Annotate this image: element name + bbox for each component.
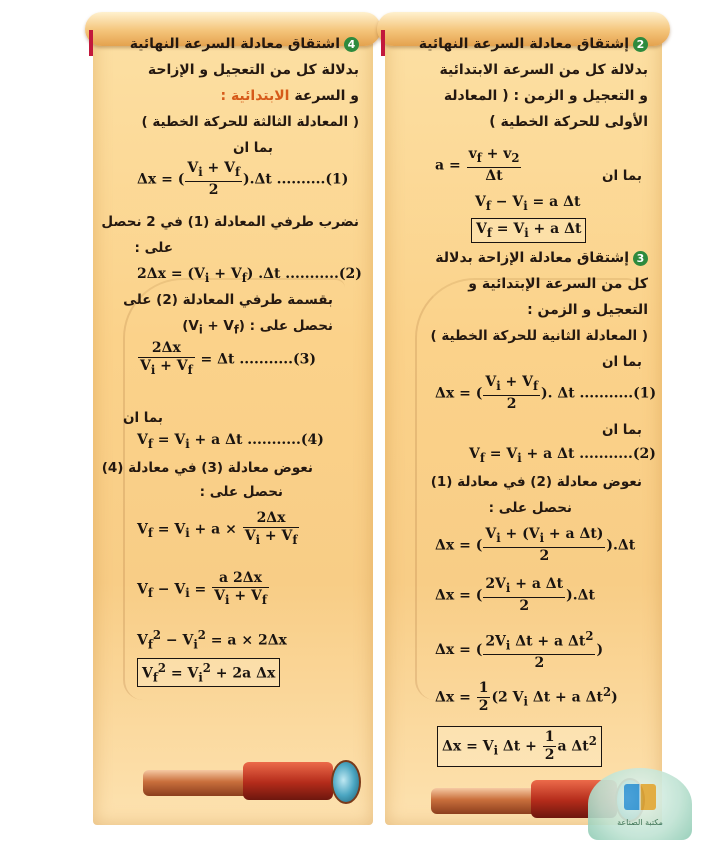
left-subtitle: ( المعادلة الثالثة للحركة الخطية ) — [141, 114, 359, 130]
left-divide-text: بقسمة طرفي المعادلة (2) على — [123, 292, 333, 308]
right-title-line-4: الأولى للحركة الخطية ) — [489, 114, 648, 130]
equation-1: Δx = ( $\frac{V_i + V_f}{2}$ ).Δt ..........(1) — [137, 160, 349, 198]
result-equation-first: $V_f = V_i + a$ Δt — [471, 218, 586, 243]
right-section3-line-1: 3إشتقاق معادلة الإزاحة بدلالة — [435, 250, 648, 267]
left-substitute-text: نعوض معادلة (3) في معادلة (4) — [101, 460, 313, 476]
equation-substituted-1: Δx = ( $\frac{V_i + (V_i + a \Delta t)}{2}$ ).Δt — [435, 526, 636, 564]
telescope-lens — [331, 760, 361, 804]
equation-velocity-diff: $V_f - V_i = a$ Δt — [475, 194, 581, 213]
section-number-badge: 4 — [344, 37, 359, 52]
equation-velocity-2: $V_f = V_i + a$ Δt ...........(2) — [469, 446, 656, 465]
left-title-line-2: بدلالة كل من التعجيل و الإزاحة — [147, 62, 359, 78]
left-since-1: بما ان — [232, 140, 273, 156]
left-divide-text-2: نحصل على : $(V_i + V_f)$ — [182, 318, 333, 337]
library-logo — [588, 768, 692, 840]
equation-7: $V_f^2 - V_i^2 = a \times 2\Delta x$ — [137, 628, 287, 652]
equation-substituted-2: Δx = ( $\frac{2V_i + a \Delta t}{2}$ ).Δt — [435, 576, 595, 614]
accent-word: الابتدائية : — [220, 88, 290, 104]
left-obtain-text: نحصل على : — [199, 484, 283, 500]
right-since-3: بما ان — [601, 422, 642, 438]
equation-5: $V_f = V_i + a$ × $\frac{2\Delta x}{V_i + V_f}$ — [137, 510, 298, 547]
left-scroll-panel — [93, 18, 373, 825]
right-section3-line-3: التعجيل و الزمن : — [527, 302, 648, 318]
telescope-tube — [243, 762, 333, 800]
left-since-2: بما ان — [122, 410, 163, 426]
equation-displacement-1: Δx = ( $\frac{V_i + V_f}{2}$ ). Δt ...........(1) — [435, 374, 657, 412]
result-equation-second: $\Delta x = V_i$ Δt + $\frac{1}{2}$ a $\Delta t^2$ — [437, 726, 602, 767]
equation-2: $2\Delta x = (V_i + V_f)$ .Δt ...........(2) — [137, 266, 362, 285]
left-title-line-3: و السرعة الابتدائية : — [220, 88, 359, 104]
equation-6: $V_f - V_i$ = $\frac{a 2\Delta x}{V_i + V_f}$ — [137, 570, 267, 607]
right-since-1: بما ان — [601, 168, 642, 184]
book-icon — [624, 784, 656, 810]
section-number-badge: 3 — [633, 251, 648, 266]
right-since-2: بما ان — [601, 354, 642, 370]
left-title-line-1: 4اشتقاق معادلة السرعة النهائية — [130, 36, 359, 53]
right-section3-line-4: ( المعادلة الثانية للحركة الخطية ) — [430, 328, 648, 344]
equation-acceleration: a = $\frac{v_f + v_2}{\Delta t}$ — [435, 146, 520, 184]
equation-substituted-4: Δx = $\frac{1}{2}$ (2 $V_i$ Δt + a $\Delta t^2$) — [435, 680, 618, 714]
section-number-badge: 2 — [633, 37, 648, 52]
right-obtain-text: نحصل على : — [488, 500, 572, 516]
logo-text: مكتبة الصناعة — [617, 818, 663, 827]
equation-substituted-3: Δx = ( $\frac{2V_i \Delta t + a \Delta t^2}{2}$ ) — [435, 629, 604, 672]
equation-4: $V_f = V_i + a$ Δt ...........(4) — [137, 432, 324, 451]
right-title-line-2: بدلالة كل من السرعة الابتدائية — [439, 62, 648, 78]
left-on-text: على : — [134, 240, 173, 256]
right-substitute-text: نعوض معادلة (2) في معادلة (1) — [430, 474, 642, 490]
right-section3-line-2: كل من السرعة الإبتدائية و — [468, 276, 648, 292]
right-title-line-1: 2إشتقاق معادلة السرعة النهائية — [419, 36, 648, 53]
result-equation-third: $V_f^2 = V_i^2 + 2a$ Δx — [137, 658, 280, 687]
left-multiply-text: نضرب طرفي المعادلة (1) في 2 نحصل — [101, 214, 359, 230]
right-title-line-3: و التعجيل و الزمن : ( المعادلة — [443, 88, 648, 104]
right-scroll-panel — [385, 18, 662, 825]
equation-3: $\frac{2\Delta x}{V_i + V_f}$ = Δt ...........(3) — [140, 340, 316, 377]
